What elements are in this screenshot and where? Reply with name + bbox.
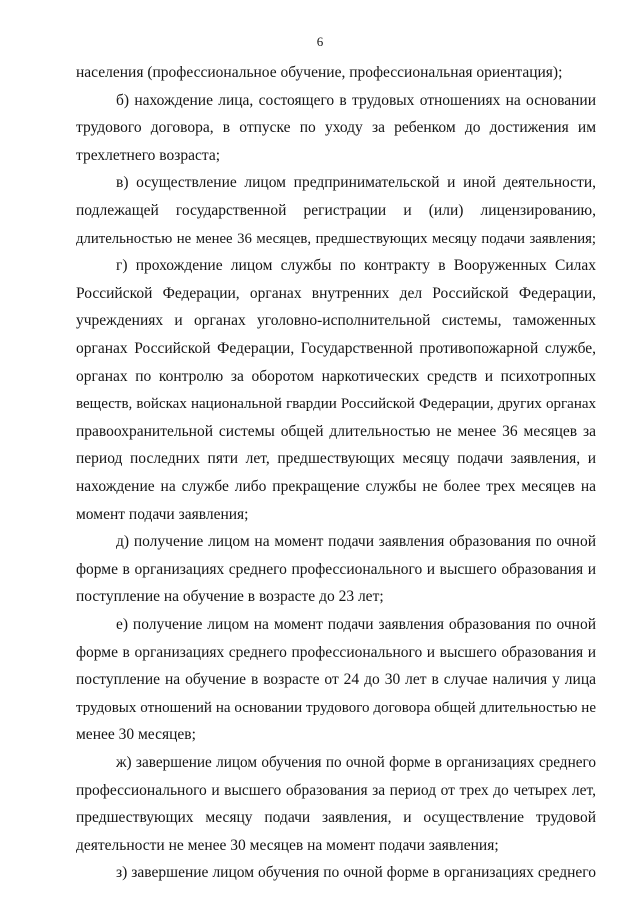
- text-line: поступление на обучение в возрасте до 23 лет;: [76, 588, 384, 605]
- text-line: органах Российской Федерации, Государственной противопожарной службе,: [76, 340, 596, 357]
- text-line: трудовых отношений на основании трудового договора общей длительностью не: [76, 700, 596, 716]
- text-line: д) получение лицом на момент подачи заявления образования по очной: [116, 533, 596, 550]
- text-line: трехлетнего возраста;: [76, 147, 221, 164]
- text-line: веществ, войсках национальной гвардии Российской Федерации, других органах: [76, 396, 596, 412]
- text-line: нахождение на службе либо прекращение службы не более трех месяцев на: [76, 478, 596, 495]
- text-line: правоохранительной системы общей длительностью не менее 36 месяцев за: [76, 423, 596, 440]
- text-line: трудового договора, в отпуске по уходу за ребенком до достижения им: [76, 119, 596, 136]
- text-line: е) получение лицом на момент подачи заявления образования по очной: [116, 616, 596, 633]
- text-line: учреждениях и органах уголовно-исполнительной системы, таможенных: [76, 312, 596, 329]
- text-line: Российской Федерации, органах внутренних дел Российской Федерации,: [76, 285, 596, 302]
- text-line: длительностью не менее 36 месяцев, предшествующих месяцу подачи заявления;: [76, 231, 596, 247]
- text-line: профессионального и высшего образования за период от трех до четырех лет,: [76, 782, 596, 799]
- text-line: предшествующих месяцу подачи заявления, и осуществление трудовой: [76, 809, 596, 826]
- text-line: деятельности не менее 30 месяцев на момент подачи заявления;: [76, 837, 499, 854]
- text-line: форме в организациях среднего профессионального и высшего образования и: [76, 644, 596, 661]
- text-line: б) нахождение лица, состоящего в трудовых отношениях на основании: [116, 92, 596, 109]
- text-line: з) завершение лицом обучения по очной форме в организациях среднего: [116, 864, 596, 881]
- text-line: поступление на обучение в возрасте от 24 до 30 лет в случае наличия у лица: [76, 671, 596, 688]
- text-line: г) прохождение лицом службы по контракту в Вооруженных Силах: [116, 257, 596, 274]
- text-line: момент подачи заявления;: [76, 506, 249, 523]
- text-line: менее 30 месяцев;: [76, 726, 196, 743]
- text-line: период последних пяти лет, предшествующих месяцу подачи заявления, и: [76, 450, 596, 467]
- page-number: 6: [316, 34, 324, 49]
- text-line: подлежащей государственной регистрации и (или) лицензированию,: [76, 202, 596, 219]
- text-line: форме в организациях среднего профессионального и высшего образования и: [76, 561, 596, 578]
- text-line: ж) завершение лицом обучения по очной форме в организациях среднего: [116, 754, 596, 771]
- text-line: в) осуществление лицом предпринимательской и иной деятельности,: [116, 174, 596, 191]
- text-line: органах по контролю за оборотом наркотических средств и психотропных: [76, 368, 596, 385]
- text-line: населения (профессиональное обучение, профессиональная ориентация);: [76, 64, 563, 81]
